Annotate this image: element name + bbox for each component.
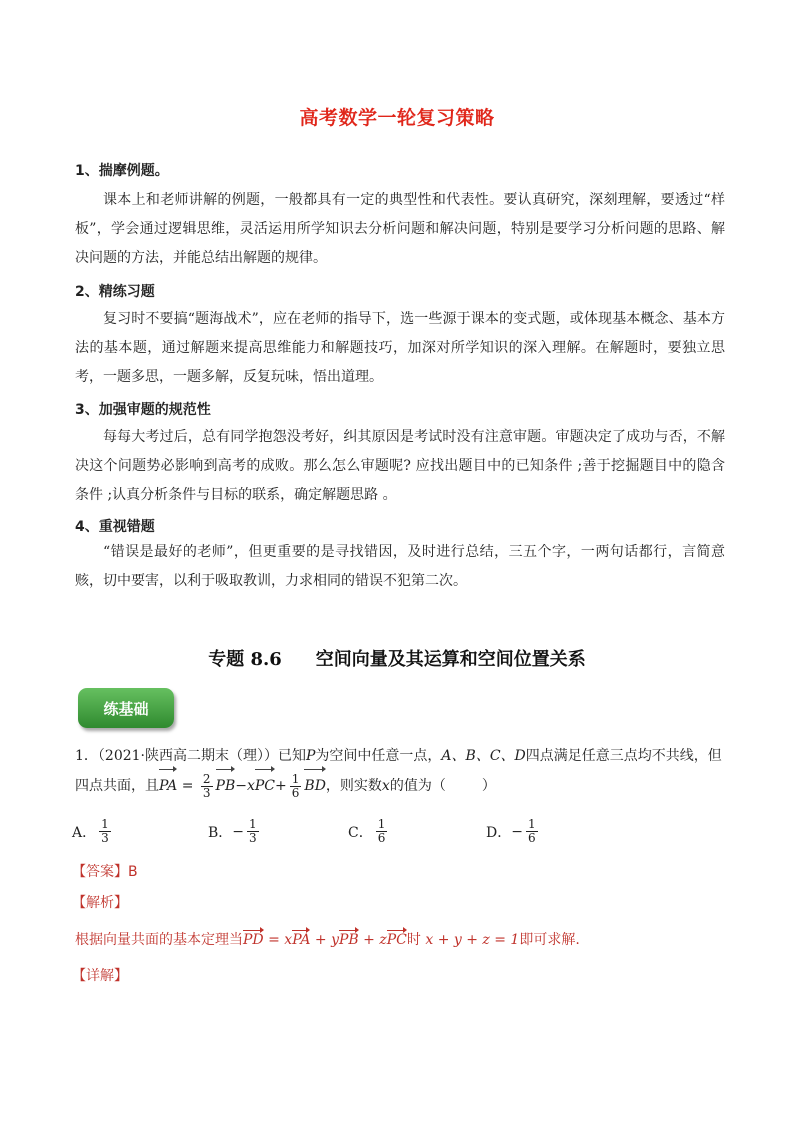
question-tail2: 的值为（ (389, 778, 446, 794)
question-tail: ，则实数 (325, 778, 382, 794)
section-3-heading: 3、加强审题的规范性 (75, 402, 211, 418)
analysis-text: 根据向量共面的基本定理当PD = xPA + yPB + zPC时 x + y + z = 1即可求解. (75, 932, 580, 948)
option-a[interactable]: A． $\frac{1}{3}$ (72, 817, 109, 845)
question-prefix: 1．（2021·陕西高二期末（理））已知 (75, 748, 306, 764)
analysis-tag: 【解析】 (72, 895, 128, 911)
point-p: P (306, 748, 316, 764)
points-abcd: A、B、C、D (441, 748, 526, 764)
section-3-body: 每每大考过后，总有同学抱怨没考好，纠其原因是考试时没有注意审题。审题决定了成功与否，不解决这个问题势必影响到高考的成败。那么怎么审题呢? 应找出题目中的已知条件 ;善于挖掘题目中的隐含条件 ;认真分析条件与目标的联系，确定解题思路 。 (75, 429, 725, 503)
question-mid2: 四点满足任意三点均不共线，但四点共面，且 (75, 748, 722, 794)
practice-basics-badge: 练基础 (78, 688, 174, 728)
detail-tag: 【详解】 (72, 968, 128, 984)
question-1: 1．（2021·陕西高二期末（理））已知P为空间中任意一点，A、B、C、D四点满足任意三点均不共线，但四点共面，且PA = $\frac{2}{3}$ PB−xPC+ $\frac{1}{6}$ BD，则实数x的值为（ ） (75, 748, 722, 800)
vector-pd: PD (243, 932, 264, 948)
vector-pb: PB (216, 771, 236, 801)
answer-tag: 【答案】 (72, 864, 128, 880)
vector-bd: BD (304, 771, 326, 801)
option-c[interactable]: C． $\frac{1}{6}$ (348, 817, 386, 845)
page-title: 高考数学一轮复习策略 (299, 107, 495, 129)
fraction-1-6: $\frac{1}{6}$ (291, 771, 300, 800)
answer-line (72, 861, 138, 881)
condition: x + y + z = 1 (425, 932, 520, 948)
question-mid1: 为空间中任意一点， (315, 748, 442, 764)
option-b[interactable]: B． − $\frac{1}{3}$ (208, 817, 257, 845)
section-1-body: 课本上和老师讲解的例题，一般都具有一定的典型性和代表性。要认真研究，深刻理解，要透过“样板”，学会通过逻辑思维，灵活运用所学知识去分析问题和解决问题，特别是要学习分析问题的思路、解决问题的方法，并能总结出解题的规律。 (75, 192, 725, 266)
section-4-body: “错误是最好的老师”，但更重要的是寻找错因，及时进行总结，三五个字，一两句话都行，言简意赅，切中要害，以利于吸取教训，力求相同的错误不犯第二次。 (75, 544, 725, 589)
topic-name: 空间向量及其运算和空间位置关系 (315, 649, 586, 670)
topic-number: 专题 8.6 (208, 649, 282, 670)
topic-heading (0, 645, 794, 671)
section-1-heading: 1、揣摩例题。 (75, 163, 169, 179)
section-2-heading: 2、精练习题 (75, 284, 155, 300)
vector-pa: PA (159, 771, 177, 801)
option-d[interactable]: D． − $\frac{1}{6}$ (486, 817, 536, 845)
fraction-2-3: $\frac{2}{3}$ (202, 771, 211, 800)
vector-equation: PA = $\frac{2}{3}$ PB−xPC+ $\frac{1}{6}$ BD (159, 771, 326, 800)
section-4-heading: 4、重视错题 (75, 519, 155, 535)
section-2-body: 复习时不要搞“题海战术”，应在老师的指导下，选一些源于课本的变式题，或体现基本概念、基本方法的基本题，通过解题来提高思维能力和解题技巧，加深对所学知识的深入理解。在解题时，要独立思考，一题多思，一题多解，反复玩味，悟出道理。 (75, 311, 725, 385)
vector-pc: PC (255, 771, 275, 801)
answer-value: B (128, 864, 138, 880)
